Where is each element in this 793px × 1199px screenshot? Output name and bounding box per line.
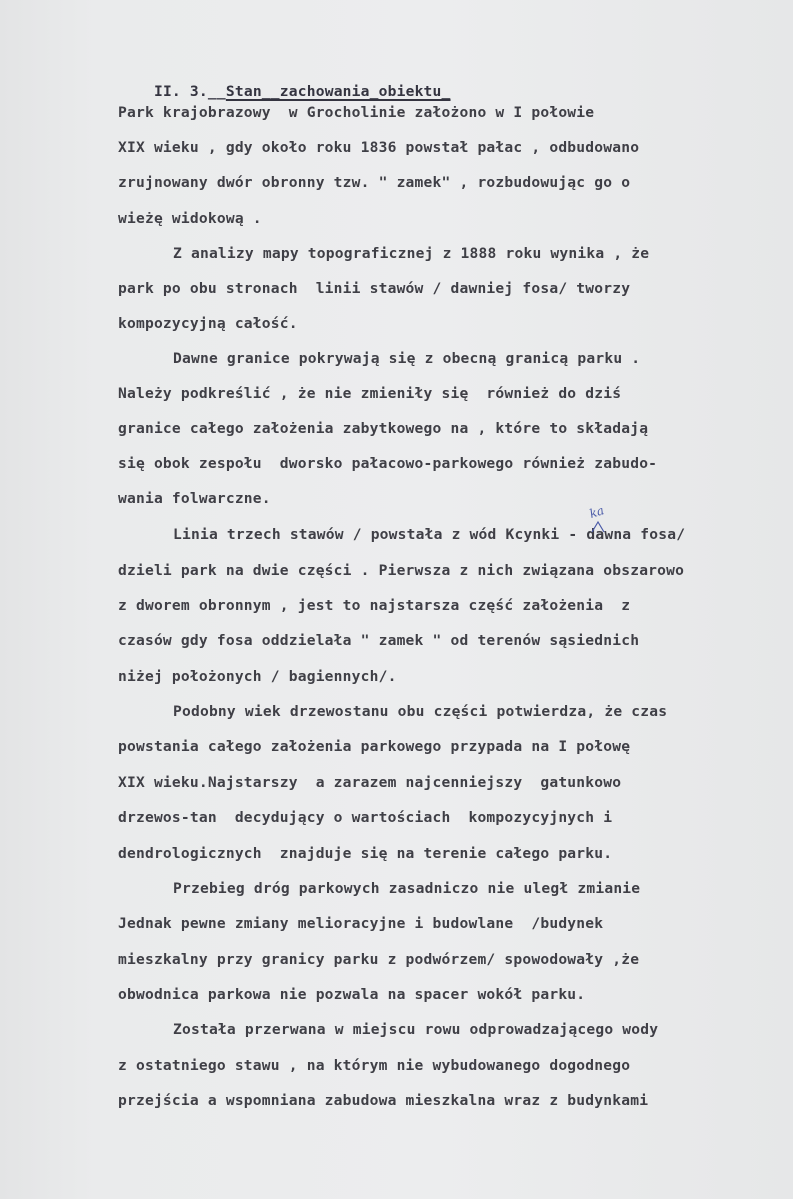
section-number: II. 3. bbox=[153, 83, 208, 100]
text-line-17: niżej położonych / bagiennych/. bbox=[118, 668, 397, 685]
text-line-6: park po obu stronach linii stawów / dawniej fosa/ tworzy bbox=[118, 280, 631, 297]
text-line-22: dendrologicznych znajduje się na terenie całego parku. bbox=[118, 845, 613, 862]
text-line-23: Przebieg dróg parkowych zasadniczo nie uległ zmianie bbox=[173, 880, 641, 897]
text-line-3: zrujnowany dwór obronny tzw. " zamek" , rozbudowując go o bbox=[118, 174, 631, 191]
text-line-11: się obok zespołu dworsko pałacowo-parkowego również zabudo- bbox=[118, 455, 658, 472]
text-line-21: drzewos-tan decydujący o wartościach kompozycyjnych i bbox=[118, 809, 613, 826]
text-line-28: z ostatniego stawu , na którym nie wybudowanego dogodnego bbox=[118, 1057, 631, 1074]
text-line-1: Park krajobrazowy w Grocholinie założono w I połowie bbox=[118, 104, 595, 121]
heading-leader: __ bbox=[207, 83, 226, 100]
text-line-12: wania folwarczne. bbox=[118, 490, 271, 507]
text-line-2: XIX wieku , gdy około roku 1836 powstał pałac , odbudowano bbox=[118, 139, 640, 156]
insertion-mark-icon bbox=[590, 518, 606, 534]
text-line-4: wieżę widokową . bbox=[118, 210, 262, 227]
text-line-26: obwodnica parkowa nie pozwala na spacer wokół parku. bbox=[118, 986, 586, 1003]
text-line-20: XIX wieku.Najstarszy a zarazem najcenniejszy gatunkowo bbox=[118, 774, 622, 791]
text-line-25: mieszkalny przy granicy parku z podwórzem/ spowodowały ,że bbox=[118, 951, 640, 968]
text-line-7: kompozycyjną całość. bbox=[118, 315, 298, 332]
text-line-14: dzieli park na dwie części . Pierwsza z nich związana obszarowo bbox=[118, 562, 685, 579]
text-line-8: Dawne granice pokrywają się z obecną granicą parku . bbox=[173, 350, 641, 367]
text-line-13: Linia trzech stawów / powstała z wód Kcynki - dawna fosa/ bbox=[173, 526, 686, 543]
section-title: Stan__zachowania_obiektu_ bbox=[225, 83, 451, 100]
text-line-16: czasów gdy fosa oddzielała " zamek " od terenów sąsiednich bbox=[118, 632, 640, 649]
text-line-10: granice całego założenia zabytkowego na , które to składają bbox=[118, 420, 649, 437]
text-line-19: powstania całego założenia parkowego przypada na I połowę bbox=[118, 738, 631, 755]
text-line-27: Została przerwana w miejscu rowu odprowadzającego wody bbox=[173, 1021, 659, 1038]
text-line-24: Jednak pewne zmiany melioracyjne i budowlane /budynek bbox=[118, 915, 604, 932]
text-line-15: z dworem obronnym , jest to najstarsza część założenia z bbox=[118, 597, 631, 614]
text-line-18: Podobny wiek drzewostanu obu części potwierdza, że czas bbox=[173, 703, 668, 720]
text-line-9: Należy podkreślić , że nie zmieniły się również do dziś bbox=[118, 385, 622, 402]
handwritten-correction: ka bbox=[587, 503, 606, 521]
text-line-5: Z analizy mapy topograficznej z 1888 roku wynika , że bbox=[173, 245, 650, 262]
text-line-29: przejścia a wspomniana zabudowa mieszkalna wraz z budynkami bbox=[118, 1092, 649, 1109]
